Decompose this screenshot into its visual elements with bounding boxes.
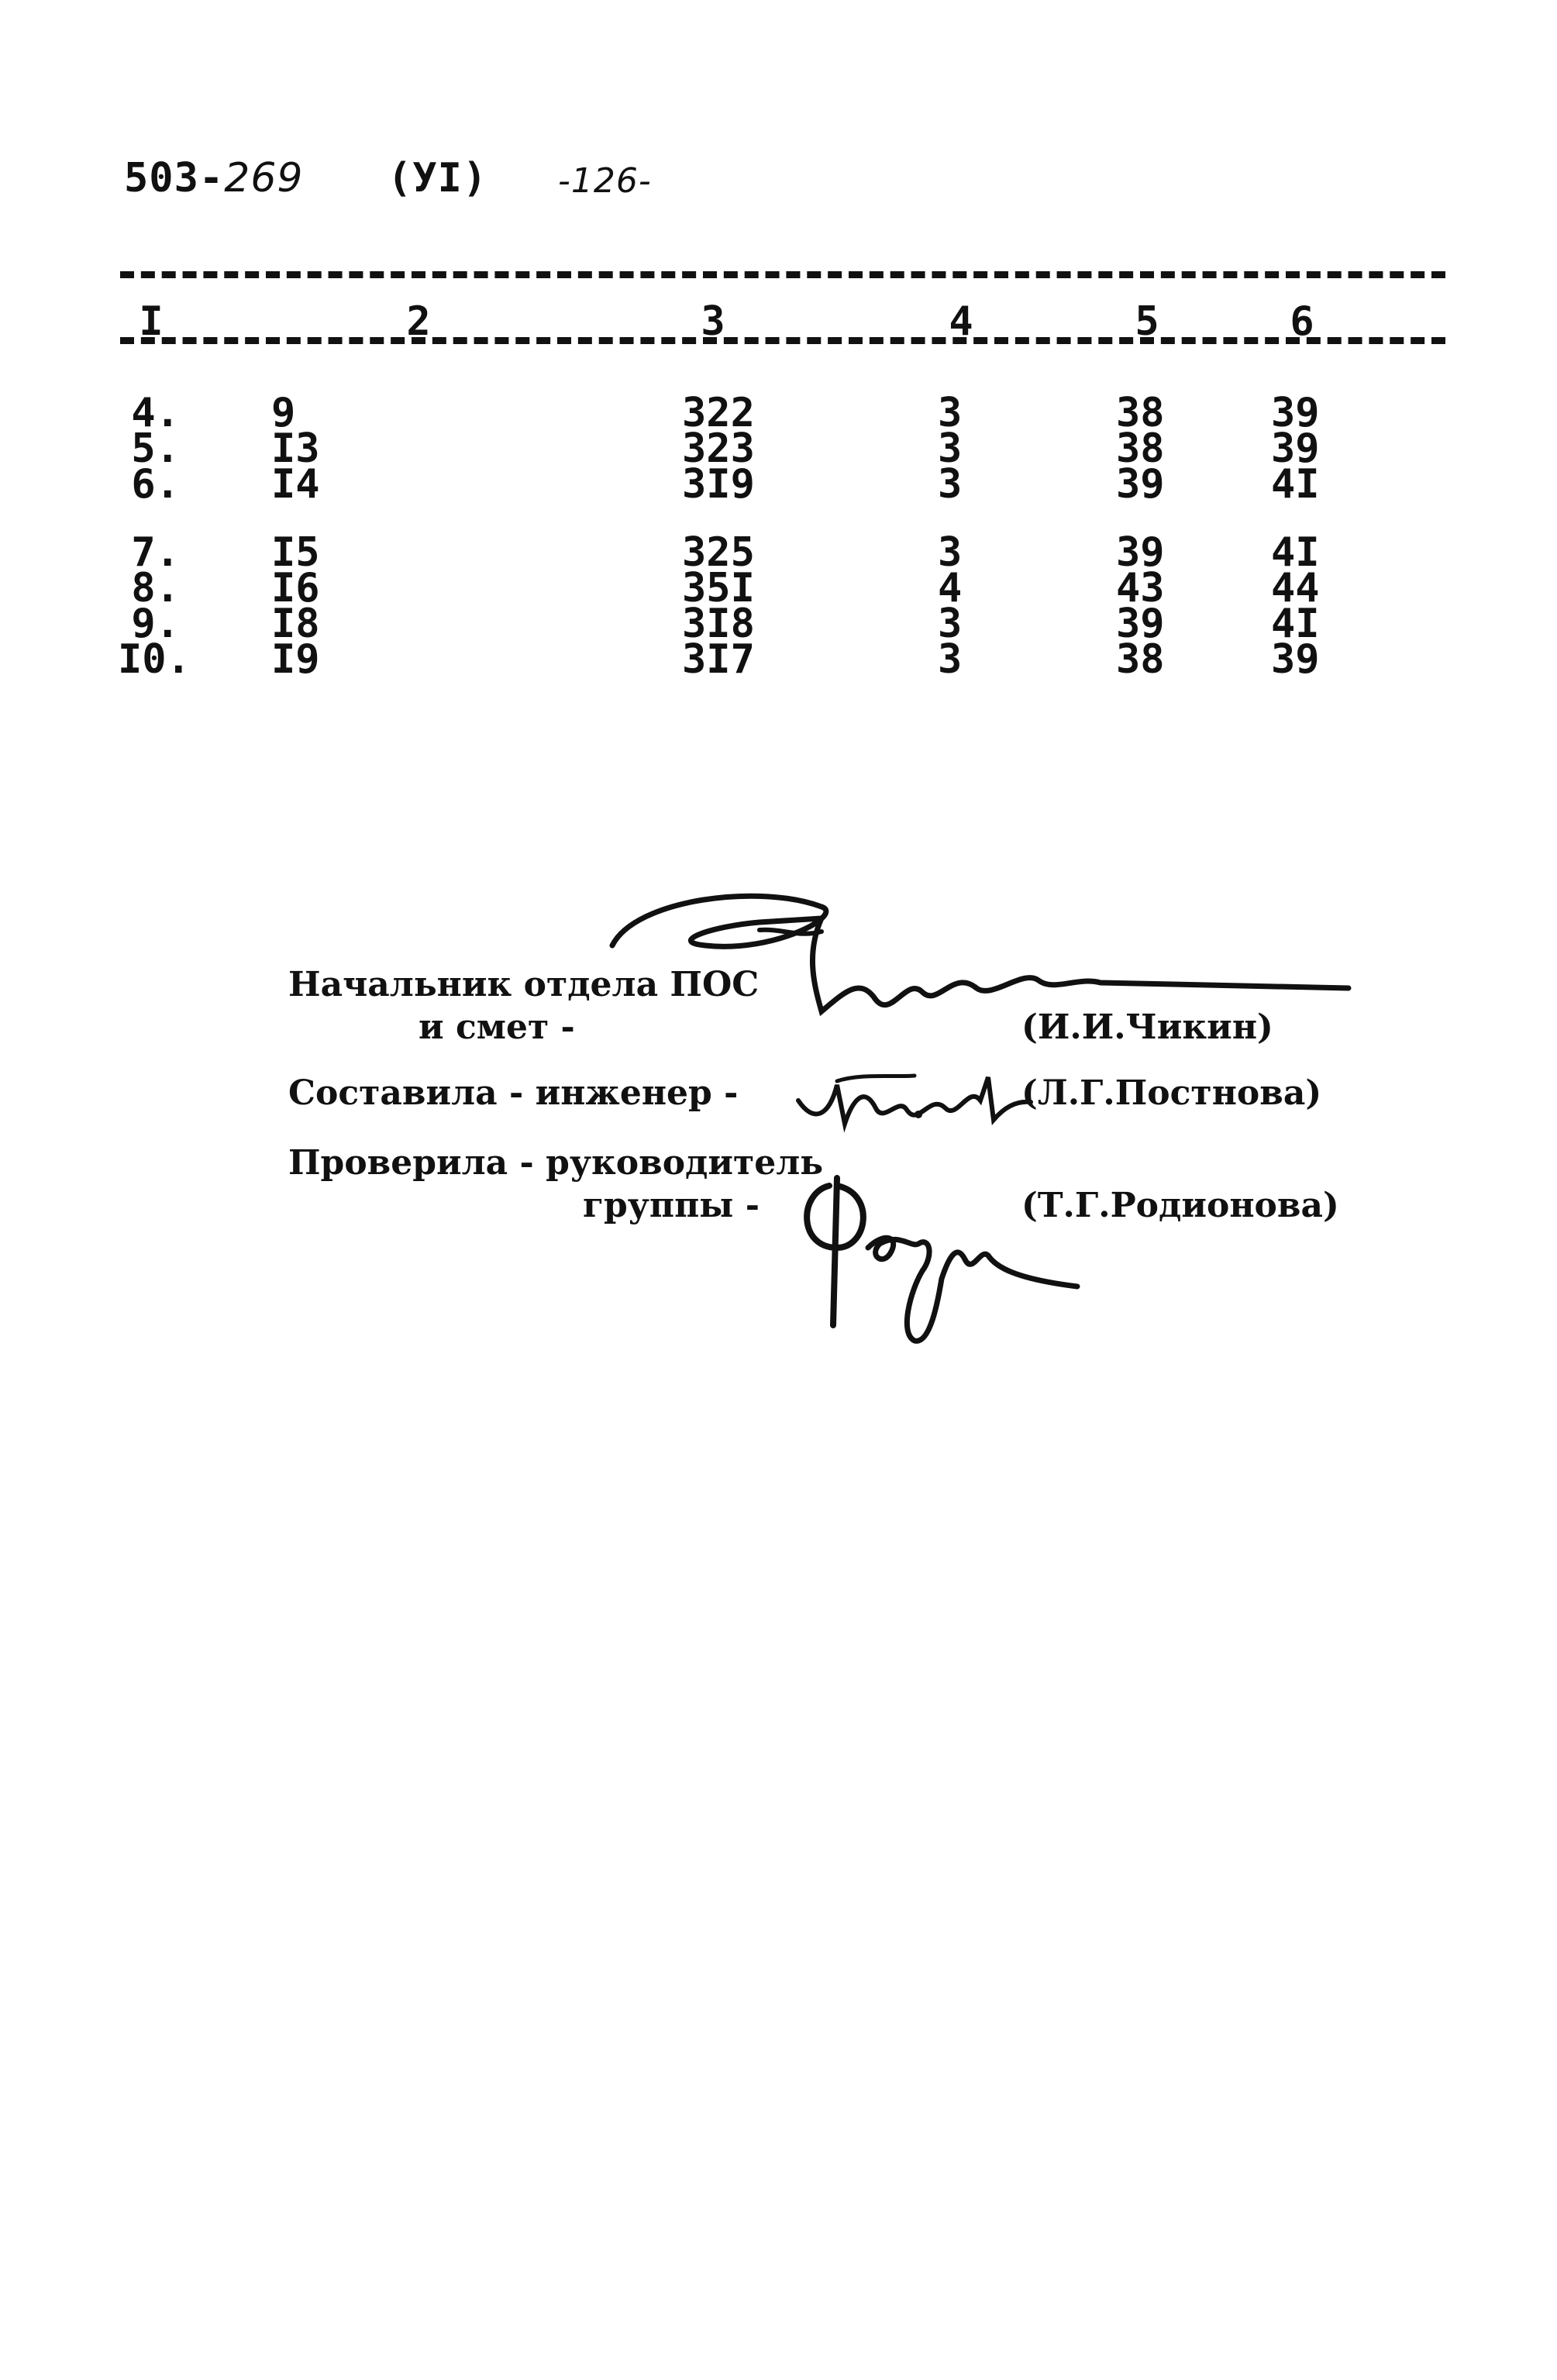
table-cell: 39 [1116,601,1165,647]
table-top-divider [120,271,1445,278]
document-code-number: 269 [224,155,304,201]
table-cell: 38 [1116,390,1165,436]
table-cell: 3I8 [682,601,755,647]
table-cell: 3I7 [682,636,755,683]
table-cell: 39 [1116,461,1165,508]
column-header-5: 5 [1135,298,1159,345]
table-cell: 39 [1271,425,1320,472]
table-cell: 44 [1271,565,1320,611]
table-cell: 5. [131,425,180,472]
table-cell: 3I9 [682,461,755,508]
table-cell: 9. [131,601,180,647]
table-cell: 3 [938,529,963,576]
table-header-divider [120,337,1445,344]
table-cell: 38 [1116,636,1165,683]
table-cell: 323 [682,425,755,472]
table-cell: I9 [271,636,320,683]
table-cell: 3 [938,390,963,436]
table-cell: 322 [682,390,755,436]
column-header-4: 4 [949,298,973,345]
table-cell: 4 [938,565,963,611]
document-code-prefix: 503- [124,155,225,201]
page-number: -126- [558,161,652,201]
table-cell: 4I [1271,601,1320,647]
table-cell: 3 [938,636,963,683]
table-cell: 4I [1271,529,1320,576]
table-cell: I3 [271,425,320,472]
table-cell: 38 [1116,425,1165,472]
table-cell: 4I [1271,461,1320,508]
checked-signature-icon [783,1162,1093,1356]
column-header-2: 2 [406,298,431,345]
head-title-line2: и смет - [419,1007,575,1047]
table-cell: 4. [131,390,180,436]
table-cell: 8. [131,565,180,611]
head-name: (И.И.Чикин) [1021,1007,1273,1047]
table-cell: 35I [682,565,755,611]
compiled-signature-icon [791,1054,1039,1139]
compiled-name: (Л.Г.Постнова) [1021,1073,1322,1113]
table-cell: I6 [271,565,320,611]
table-cell: 325 [682,529,755,576]
head-title-line1: Начальник отдела ПОС [288,965,760,1004]
table-cell: 6. [131,461,180,508]
head-signature-icon [589,883,1364,1054]
column-header-6: 6 [1290,298,1314,345]
table-cell: 9 [271,390,296,436]
checked-name: (Т.Г.Родионова) [1021,1186,1339,1225]
table-cell: 7. [131,529,180,576]
table-cell: 39 [1271,390,1320,436]
table-cell: 39 [1116,529,1165,576]
table-cell: 3 [938,461,963,508]
column-header-1: I [139,298,164,345]
checked-role-line2: группы - [583,1186,760,1225]
table-cell: I8 [271,601,320,647]
table-cell: 3 [938,425,963,472]
column-header-3: 3 [701,298,725,345]
document-code [124,155,304,201]
table-cell: I5 [271,529,320,576]
compiled-role: Составила - инженер - [288,1073,739,1113]
table-cell: I4 [271,461,320,508]
document-section: (УI) [388,155,488,201]
table-cell: 39 [1271,636,1320,683]
table-cell: 3 [938,601,963,647]
checked-role-line1: Проверила - руководитель [288,1143,824,1183]
table-cell: I0. [118,636,191,683]
table-cell: 43 [1116,565,1165,611]
